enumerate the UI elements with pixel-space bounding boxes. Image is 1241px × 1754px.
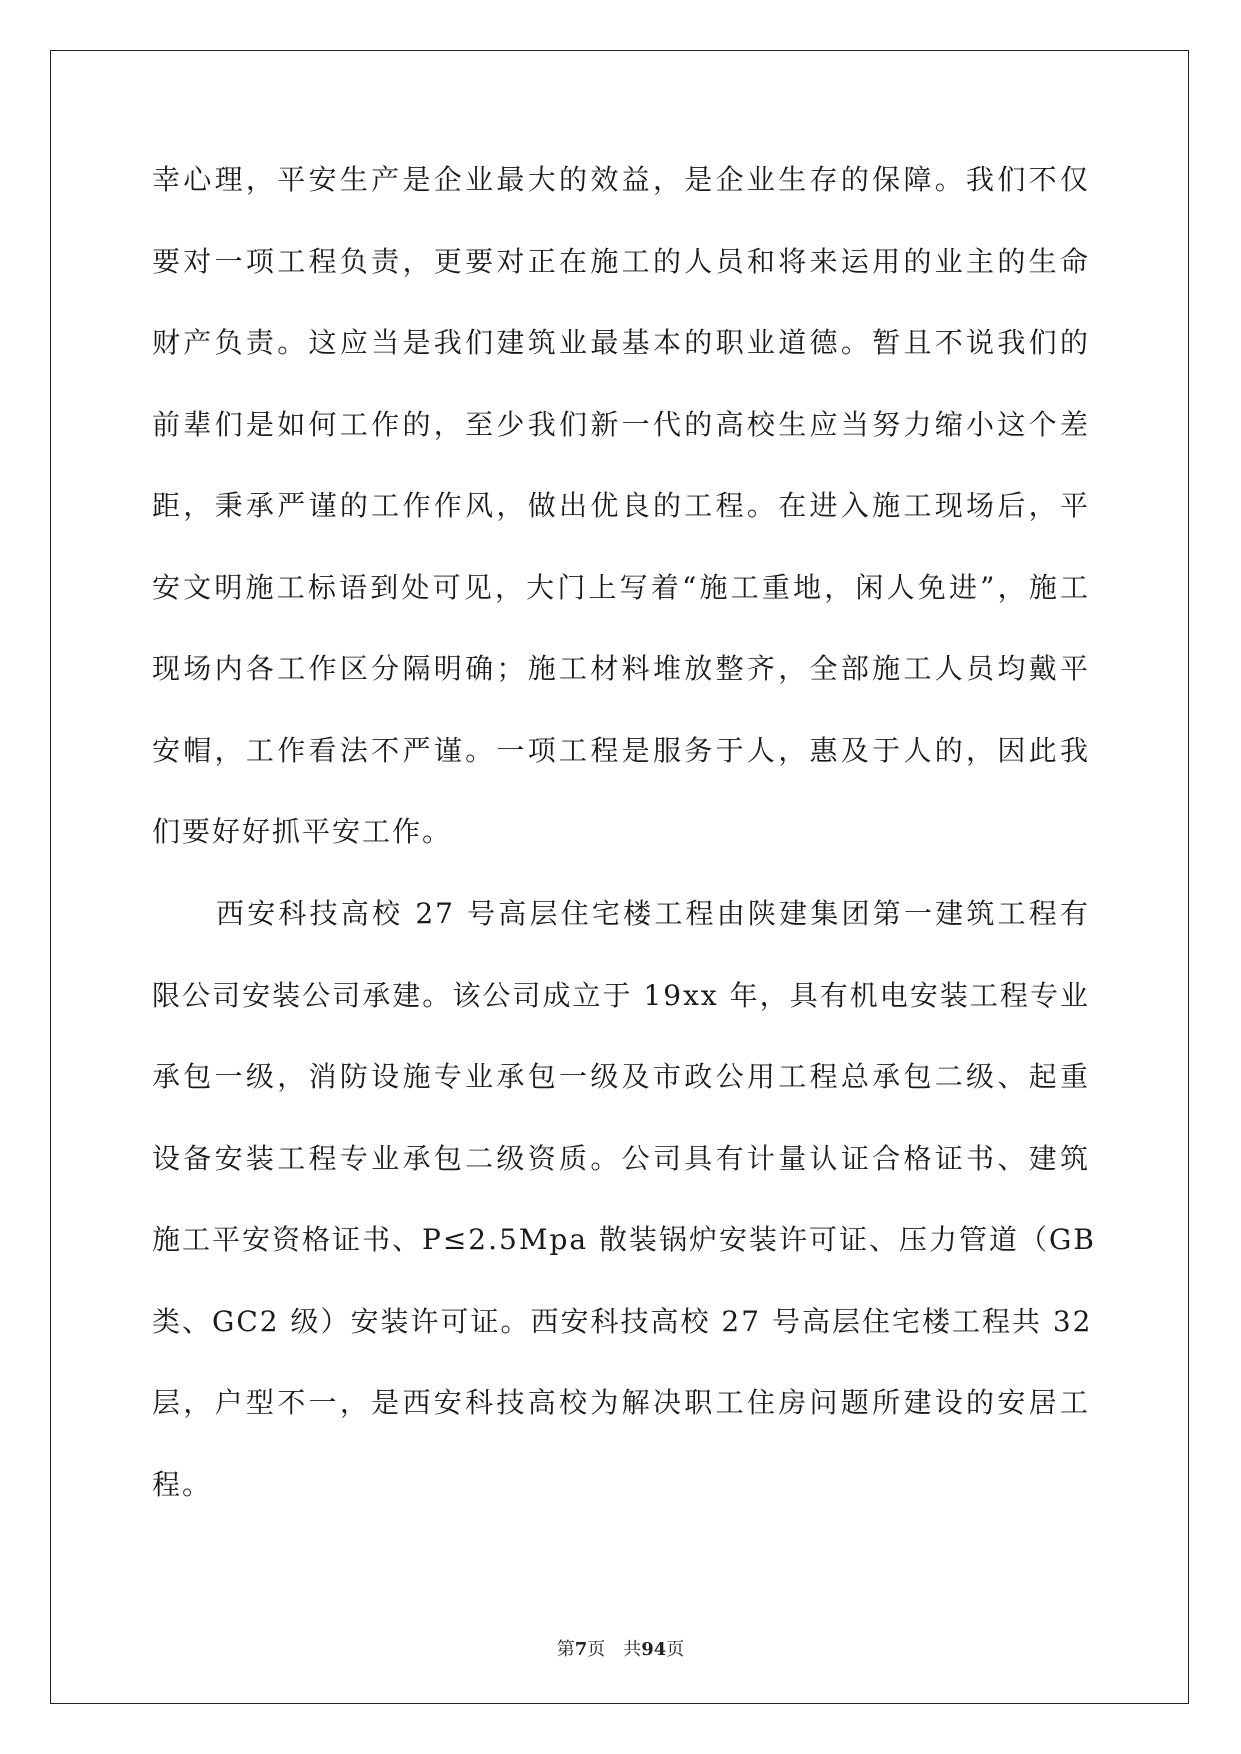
paragraph-line: 类、GC2 级）安装许可证。西安科技高校 27 号高层住宅楼工程共 32 <box>152 1304 1093 1338</box>
paragraph-line: 限公司安装公司承建。该公司成立于 19xx 年，具有机电安装工程专业 <box>152 978 1090 1012</box>
paragraph-line: 们要好好抓平安工作。 <box>152 815 453 848</box>
paragraph-line: 层，户型不一，是西安科技高校为解决职工住房问题所建设的安居工 <box>152 1386 1090 1419</box>
total-prefix: 共 <box>623 1639 642 1660</box>
paragraph-line: 要对一项工程负责，更要对正在施工的人员和将来运用的业主的生命 <box>152 244 1090 278</box>
paragraph-2 <box>152 895 1096 1547</box>
paragraph-line: 幸心理，平安生产是企业最大的效益，是企业生存的保障。我们不仅 <box>152 163 1090 196</box>
paragraph-line: 安文明施工标语到处可见，大门上写着“施工重地，闲人免进”，施工 <box>152 570 1090 604</box>
paragraph-line: 安帽，工作看法不严谨。一项工程是服务于人，惠及于人的，因此我 <box>152 733 1090 767</box>
page-footer <box>0 1635 1241 1661</box>
paragraph-line: 西安科技高校 27 号高层住宅楼工程由陕建集团第一建筑工程有 <box>216 897 1090 930</box>
paragraph-line: 距，秉承严谨的工作作风，做出优良的工程。在进入施工现场后，平 <box>152 489 1090 522</box>
paragraph-line: 现场内各工作区分隔明确；施工材料堆放整齐，全部施工人员均戴平 <box>152 652 1090 685</box>
total-suffix: 页 <box>666 1639 685 1660</box>
paragraph-line: 承包一级，消防设施专业承包一级及市政公用工程总承包二级、起重 <box>152 1060 1090 1093</box>
total-pages: 94 <box>641 1639 667 1660</box>
paragraph-line: 程。 <box>152 1467 213 1501</box>
paragraph-line: 施工平安资格证书、P≤2.5Mpa 散装锅炉安装许可证、压力管道（GB <box>152 1223 1096 1256</box>
page-number: 7 <box>574 1639 588 1660</box>
paragraph-1 <box>152 161 1090 895</box>
paragraph-line: 前辈们是如何工作的，至少我们新一代的高校生应当努力缩小这个差 <box>152 407 1090 441</box>
paragraph-line: 财产负责。这应当是我们建筑业最基本的职业道德。暂且不说我们的 <box>152 326 1090 359</box>
page-prefix: 第 <box>556 1639 575 1660</box>
paragraph-line: 设备安装工程专业承包二级资质。公司具有计量认证合格证书、建筑 <box>152 1141 1090 1175</box>
page-suffix: 页 <box>587 1639 606 1660</box>
